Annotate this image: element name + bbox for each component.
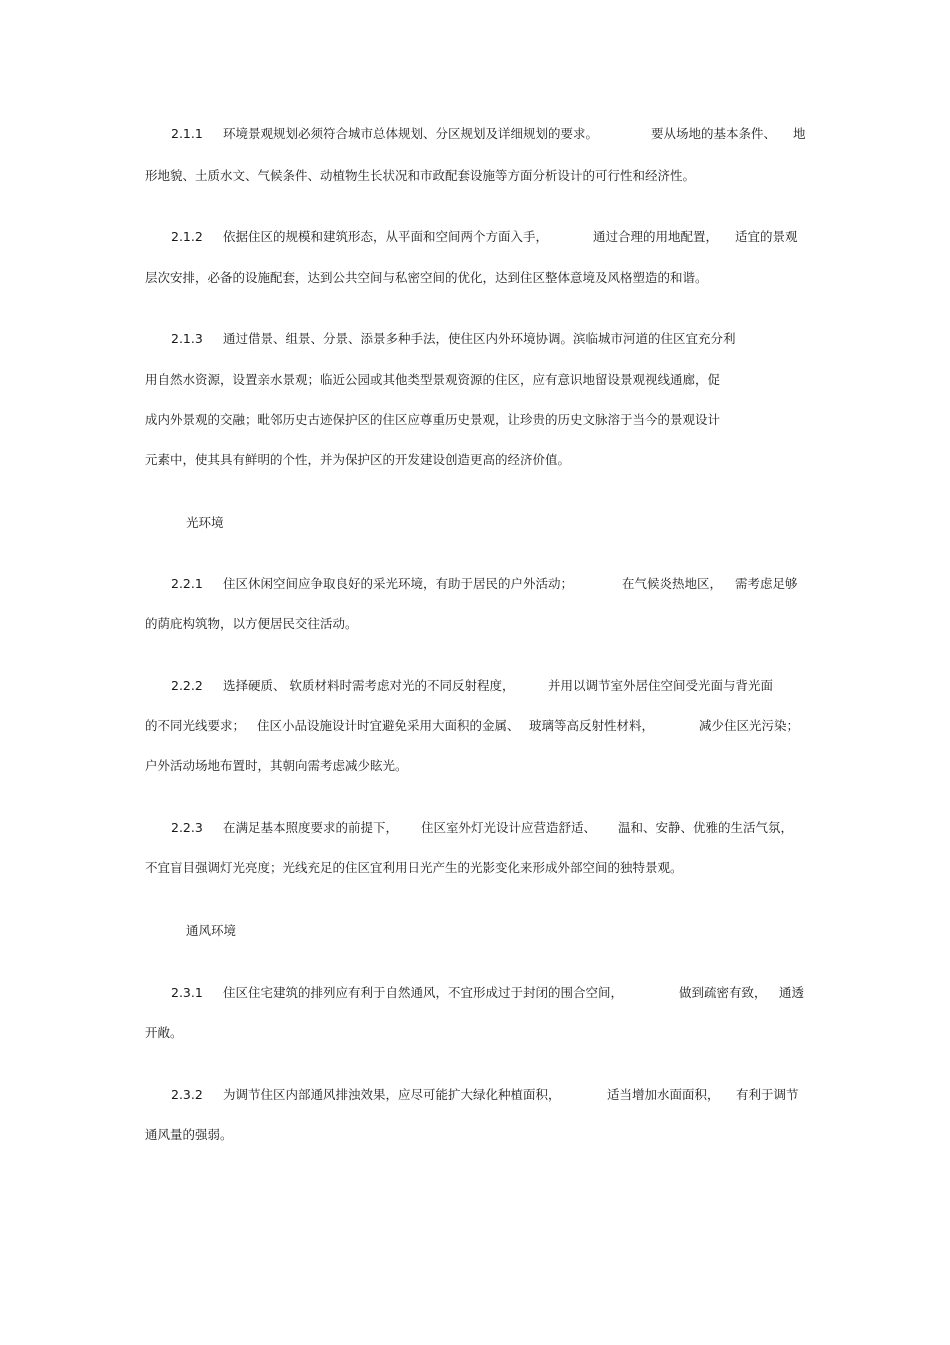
paragraph-text: 的荫庇构筑物，以方便居民交往活动。 bbox=[145, 616, 358, 631]
paragraph-text: 不宜盲目强调灯光亮度；光线充足的住区宜利用日光产生的光影变化来形成外部空间的独特景观。 bbox=[145, 860, 683, 875]
paragraph-text: 通过借景、组景、分景、添景多种手法，使住区内外环境协调。滨临城市河道的住区宜充分利 bbox=[223, 331, 736, 346]
paragraph-text: 选择硬质、 软质材料时需考虑对光的不同反射程度， bbox=[223, 678, 515, 693]
paragraph-text: 在满足基本照度要求的前提下， bbox=[223, 820, 399, 835]
section-number: 2.2.3 bbox=[171, 820, 203, 835]
section-heading-ventilation: 通风环境 bbox=[186, 923, 237, 938]
paragraph-text: 住区休闲空间应争取良好的采光环境，有助于居民的户外活动； bbox=[223, 576, 574, 591]
paragraph-text: 开敞。 bbox=[145, 1025, 183, 1040]
section-number: 2.3.2 bbox=[171, 1087, 203, 1102]
section-number: 2.1.3 bbox=[171, 331, 203, 346]
paragraph-text: 地 bbox=[793, 126, 806, 141]
paragraph-text: 减少住区光污染； bbox=[699, 718, 800, 733]
paragraph-text: 在气候炎热地区， bbox=[622, 576, 723, 591]
paragraph-text: 形地貌、土质水文、气候条件、动植物生长状况和市政配套设施等方面分析设计的可行性和经济性。 bbox=[145, 168, 696, 183]
paragraph-text: 层次安排，必备的设施配套，达到公共空间与私密空间的优化，达到住区整体意境及风格塑造的和谐。 bbox=[145, 270, 708, 285]
paragraph-text: 通过合理的用地配置， bbox=[593, 229, 719, 244]
paragraph-text: 做到疏密有致， bbox=[679, 985, 767, 1000]
paragraph-text: 户外活动场地布置时，其朝向需考虑减少眩光。 bbox=[145, 758, 408, 773]
paragraph-text: 住区小品设施设计时宜避免采用大面积的金属、 bbox=[257, 718, 520, 733]
paragraph-text: 并用以调节室外居住空间受光面与背光面 bbox=[548, 678, 774, 693]
paragraph-text: 为调节住区内部通风排浊效果，应尽可能扩大绿化种植面积， bbox=[223, 1087, 561, 1102]
paragraph-text: 适当增加水面面积， bbox=[607, 1087, 720, 1102]
paragraph-text: 有利于调节 bbox=[736, 1087, 799, 1102]
paragraph-text: 通透 bbox=[779, 985, 805, 1000]
section-number: 2.2.2 bbox=[171, 678, 203, 693]
section-number: 2.3.1 bbox=[171, 985, 203, 1000]
paragraph-text: 用自然水资源，设置亲水景观；临近公园或其他类型景观资源的住区，应有意识地留设景观视线通廊，促 bbox=[145, 372, 721, 387]
paragraph-text: 成内外景观的交融；毗邻历史古迹保护区的住区应尊重历史景观，让珍贵的历史文脉溶于当今的景观设计 bbox=[145, 412, 721, 427]
paragraph-text: 住区住宅建筑的排列应有利于自然通风，不宜形成过于封闭的围合空间， bbox=[223, 985, 624, 1000]
section-heading-light: 光环境 bbox=[186, 515, 224, 530]
paragraph-text: 依据住区的规模和建筑形态，从平面和空间两个方面入手， bbox=[223, 229, 549, 244]
section-number: 2.2.1 bbox=[171, 576, 203, 591]
paragraph-text: 的不同光线要求； bbox=[145, 718, 246, 733]
paragraph-text: 住区室外灯光设计应营造舒适、 bbox=[421, 820, 597, 835]
section-number: 2.1.1 bbox=[171, 126, 203, 141]
paragraph-text: 玻璃等高反射性材料， bbox=[529, 718, 655, 733]
paragraph-text: 温和、安静、优雅的生活气氛， bbox=[618, 820, 794, 835]
paragraph-text: 环境景观规划必须符合城市总体规划、分区规划及详细规划的要求。 bbox=[223, 126, 599, 141]
paragraph-text: 元素中，使其具有鲜明的个性，并为保护区的开发建设创造更高的经济价值。 bbox=[145, 452, 571, 467]
paragraph-text: 通风量的强弱。 bbox=[145, 1127, 233, 1142]
section-number: 2.1.2 bbox=[171, 229, 203, 244]
paragraph-text: 适宜的景观 bbox=[735, 229, 798, 244]
paragraph-text: 需考虑足够 bbox=[735, 576, 798, 591]
paragraph-text: 要从场地的基本条件、 bbox=[651, 126, 777, 141]
